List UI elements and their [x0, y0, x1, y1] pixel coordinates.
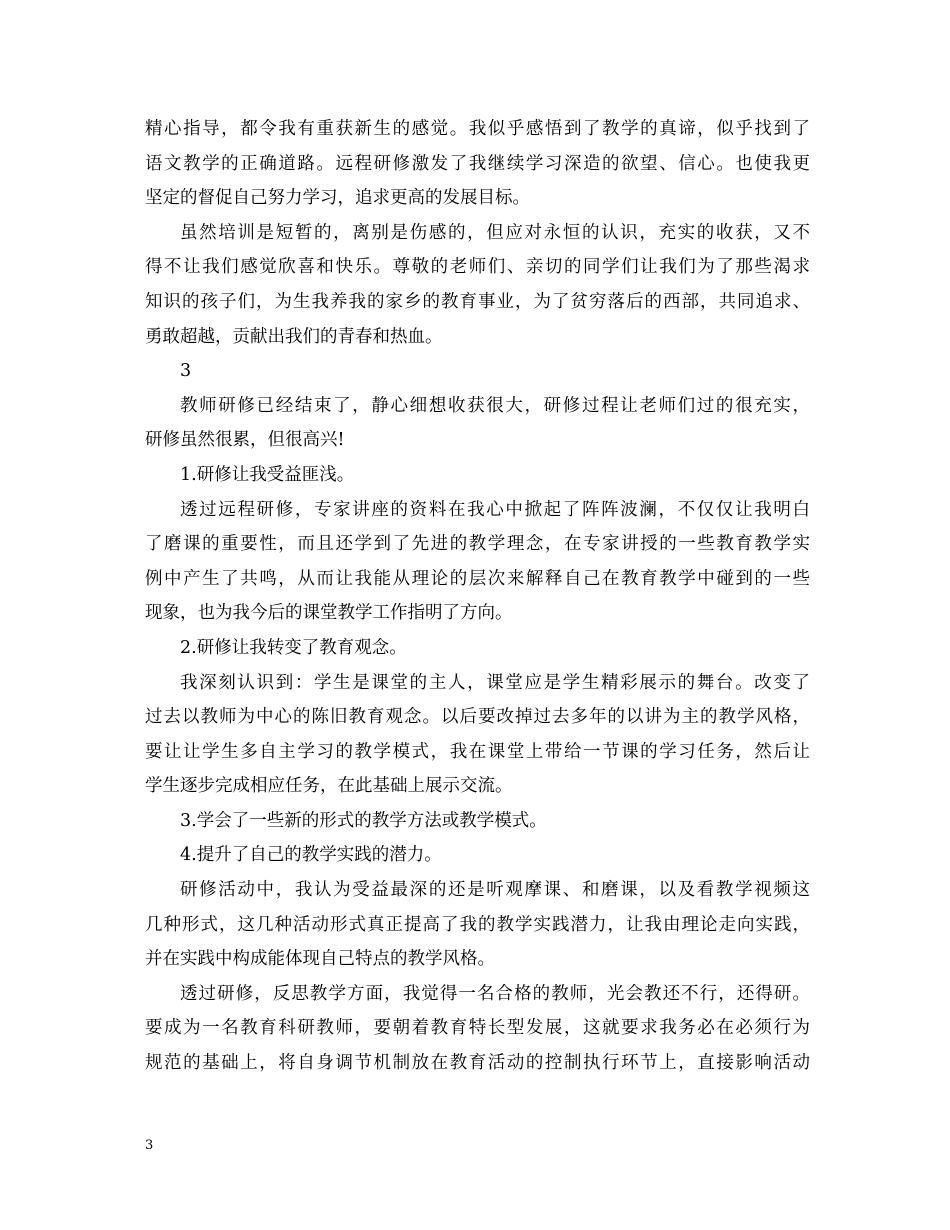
text-line: 几种形式，这几种活动形式真正提高了我的教学实践潜力，让我由理论走向实践， [145, 914, 810, 935]
body-text [145, 112, 810, 1081]
text-line: 坚定的督促自己努力学习，追求更高的发展目标。 [145, 188, 530, 209]
text-line: 研修虽然很累，但很高兴! [145, 430, 345, 451]
list-heading: 1.研修让我受益匪浅。 [180, 464, 355, 485]
text-line: 语文教学的正确道路。远程研修激发了我继续学习深造的欲望、信心。也使我更 [145, 153, 810, 174]
list-heading: 4.提升了自己的教学实践的潜力。 [180, 845, 442, 866]
list-heading: 2.研修让我转变了教育观念。 [180, 637, 407, 658]
text-line: 我深刻认识到：学生是课堂的主人，课堂应是学生精彩展示的舞台。改变了 [180, 672, 810, 693]
text-line: 知识的孩子们，为生我养我的家乡的教育事业，为了贫穷落后的西部，共同追求、 [145, 291, 810, 312]
text-line: 透过远程研修，专家讲座的资料在我心中掀起了阵阵波澜，不仅仅让我明白 [180, 499, 810, 520]
text-line: 要让让学生多自主学习的教学模式，我在课堂上带给一节课的学习任务，然后让 [145, 741, 810, 762]
text-line: 透过研修，反思教学方面，我觉得一名合格的教师，光会教还不行，还得研。 [180, 983, 810, 1004]
text-line: 例中产生了共鸣，从而让我能从理论的层次来解释自己在教育教学中碰到的一些 [145, 568, 810, 589]
text-line: 学生逐步完成相应任务，在此基础上展示交流。 [145, 776, 513, 797]
text-line: 虽然培训是短暂的，离别是伤感的，但应对永恒的认识，充实的收获，又不 [180, 222, 810, 243]
section-number: 3 [180, 361, 192, 382]
text-line: 精心指导，都令我有重获新生的感觉。我似乎感悟到了教学的真谛，似乎找到了 [145, 119, 810, 139]
text-line: 得不让我们感觉欣喜和快乐。尊敬的老师们、亲切的同学们让我们为了那些渴求 [145, 257, 810, 278]
text-line: 规范的基础上，将自身调节机制放在教育活动的控制执行环节上，直接影响活动 [145, 1053, 810, 1074]
text-line: 要成为一名教育科研教师，要朝着教育特长型发展，这就要求我务必在必须行为 [145, 1018, 810, 1039]
text-line: 现象，也为我今后的课堂教学工作指明了方向。 [145, 603, 513, 624]
text-line: 教师研修已经结束了，静心细想收获很大，研修过程让老师们过的很充实， [180, 395, 810, 416]
text-line: 研修活动中，我认为受益最深的还是听观摩课、和磨课，以及看教学视频这 [180, 880, 810, 901]
text-line: 并在实践中构成能体现自己特点的教学风格。 [145, 949, 495, 970]
list-heading: 3.学会了一些新的形式的教学方法或教学模式。 [180, 810, 547, 831]
text-line: 勇敢超越，贡献出我们的青春和热血。 [145, 326, 443, 347]
page-number: 3 [145, 1138, 154, 1153]
text-line: 了磨课的重要性，而且还学到了先进的教学理念，在专家讲授的一些教育教学实 [145, 534, 810, 555]
text-line: 过去以教师为中心的陈旧教育观念。以后要改掉过去多年的以讲为主的教学风格， [145, 707, 810, 728]
